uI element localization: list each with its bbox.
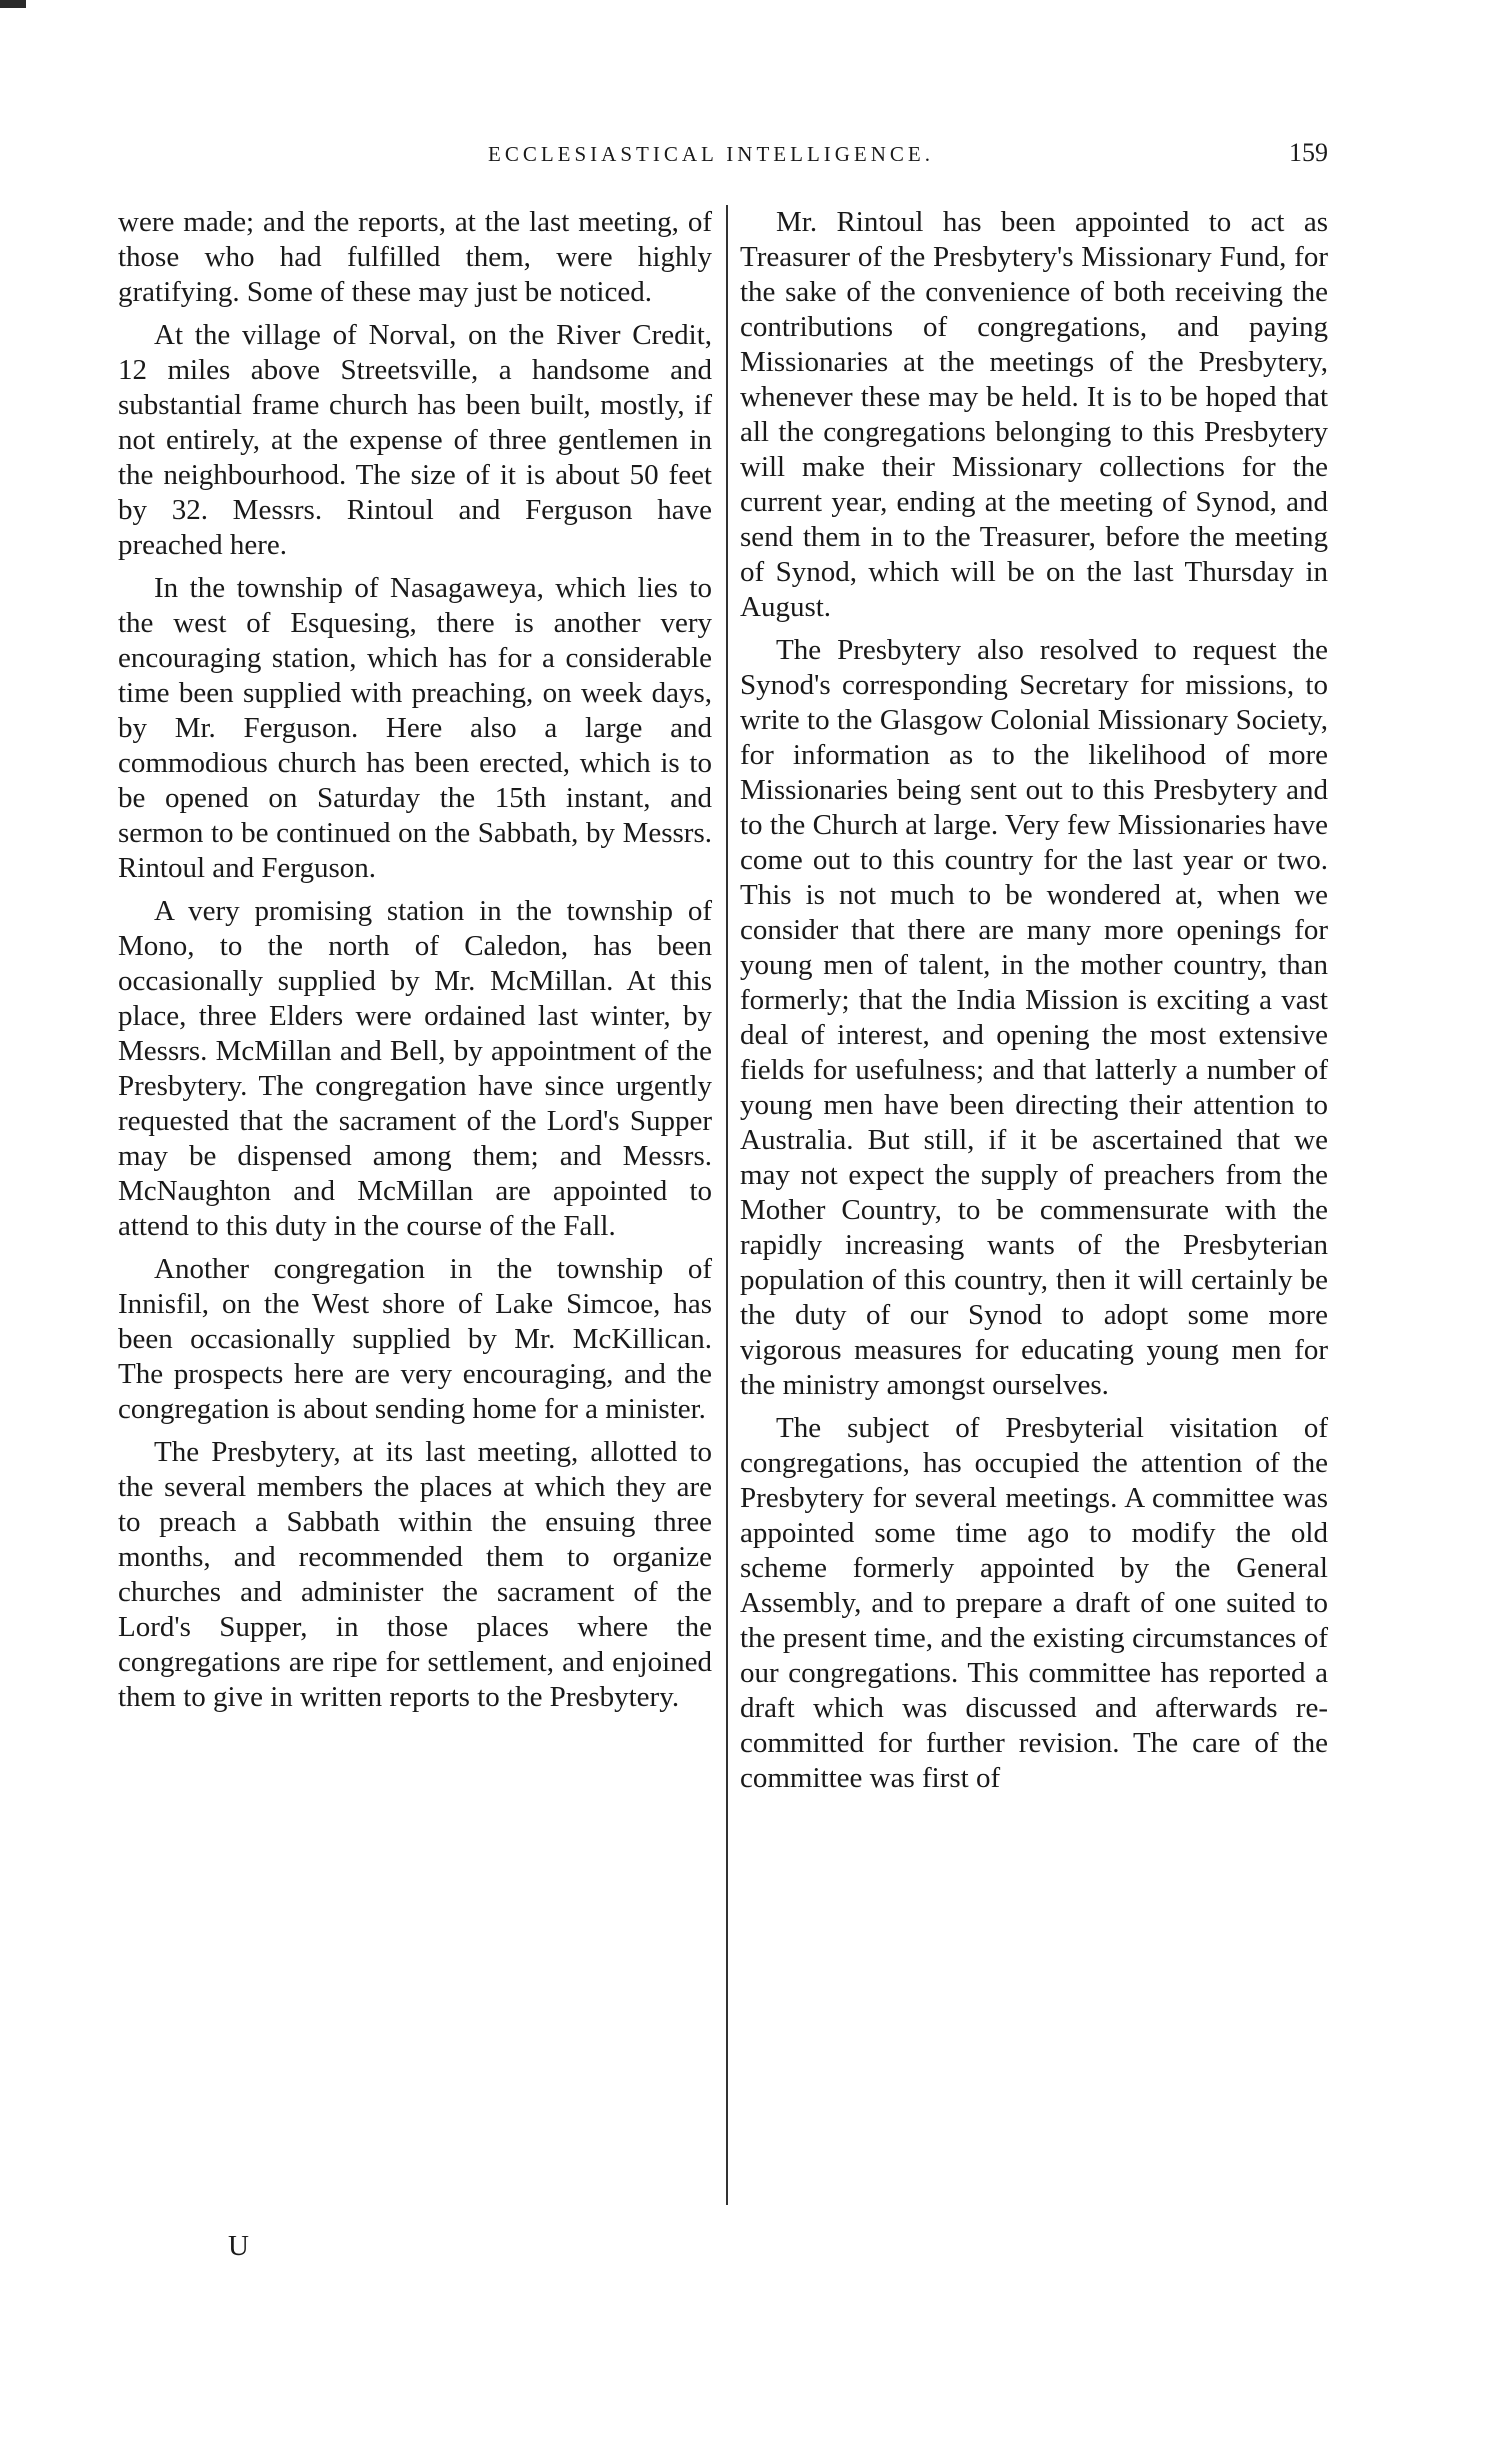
column-rule <box>726 205 728 2205</box>
paragraph: Another congregation in the township of Innisfil, on the West shore of Lake Simcoe, has been occasionally supplied by Mr. McKillican. The prospects here are very encouraging, and the congregation is about sending home for a minister. <box>118 1253 712 1425</box>
paragraph: At the village of Norval, on the River Credit, 12 miles above Streetsville, a handsome and substantial frame church has been built, mostly, if not entirely, at the expense of three gentlemen in the neighbourhood. The size of it is about 50 feet by 32. Messrs. Rintoul and Ferguson have preached here. <box>118 319 712 561</box>
right-column <box>740 205 1328 1804</box>
paragraph: The Presbytery, at its last meeting, allotted to the several members the places at which they are to preach a Sabbath within the ensuing three months, and recommended them to organize churches and administer the sacrament of the Lord's Supper, in those places where the congregations are ripe for settlement, and enjoined them to give in written reports to the Presbytery. <box>118 1436 712 1713</box>
paragraph: Mr. Rintoul has been appointed to act as Treasurer of the Presbytery's Missionary Fund, for the sake of the convenience of both receiving the contributions of congregations, and paying Missionaries at the meetings of the Presbytery, whenever these may be held. It is to be hoped that all the congregations belonging to this Presbytery will make their Missionary collections for the current year, ending at the meeting of Synod, and send them in to the Treasurer, before the meeting of Synod, which will be on the last Thursday in August. <box>740 206 1328 623</box>
corner-mark <box>0 0 26 8</box>
paragraph: The subject of Presbyterial visitation of congregations, has occupied the attention of the Presbytery for several meetings. A committee was appointed some time ago to modify the old scheme formerly appointed by the General Assembly, and to prepare a draft of one suited to the present time, and the existing circumstances of our congregations. This committee has reported a draft which was discussed and afterwards re-committed for further revision. The care of the committee was first of <box>740 1412 1328 1794</box>
paragraph: In the township of Nasagaweya, which lies to the west of Esquesing, there is another very encouraging station, which has for a considerable time been supplied with preaching, on week days, by Mr. Ferguson. Here also a large and commodious church has been erected, which is to be opened on Saturday the 15th instant, and sermon to be continued on the Sabbath, by Messrs. Rintoul and Ferguson. <box>118 572 712 884</box>
paragraph: were made; and the reports, at the last meeting, of those who had fulfilled them, were highly gratifying. Some of these may just be noticed. <box>118 206 712 308</box>
page-number: 159 <box>1289 138 1328 167</box>
signature-mark: U <box>228 2230 249 2262</box>
paragraph: A very promising station in the township of Mono, to the north of Caledon, has been occasionally supplied by Mr. McMillan. At this place, three Elders were ordained last winter, by Messrs. McMillan and Bell, by appointment of the Presbytery. The congregation have since urgently requested that the sacrament of the Lord's Supper may be dispensed among them; and Messrs. McNaughton and McMillan are appointed to attend to this duty in the course of the Fall. <box>118 895 712 1242</box>
running-head: ECCLESIASTICAL INTELLIGENCE. <box>488 142 935 166</box>
paragraph: The Presbytery also resolved to request the Synod's corresponding Secretary for missions, to write to the Glasgow Colonial Missionary Society, for information as to the likelihood of more Missionaries being sent out to this Presbytery and to the Church at large. Very few Missionaries have come out to this country for the last year or two. This is not much to be wondered at, when we consider that there are many more openings for young men of talent, in the mother country, than formerly; that the India Mission is exciting a vast deal of interest, and opening the most extensive fields for usefulness; and that latterly a number of young men have been directing their attention to Australia. But still, if it be ascertained that we may not expect the supply of preachers from the Mother Country, to be commensurate with the rapidly increasing wants of the Presbyterian population of this country, then it will certainly be the duty of our Synod to adopt some more vigorous measures for educating young men for the ministry amongst ourselves. <box>740 634 1328 1401</box>
left-column <box>118 205 712 1723</box>
page-header <box>118 138 1328 182</box>
